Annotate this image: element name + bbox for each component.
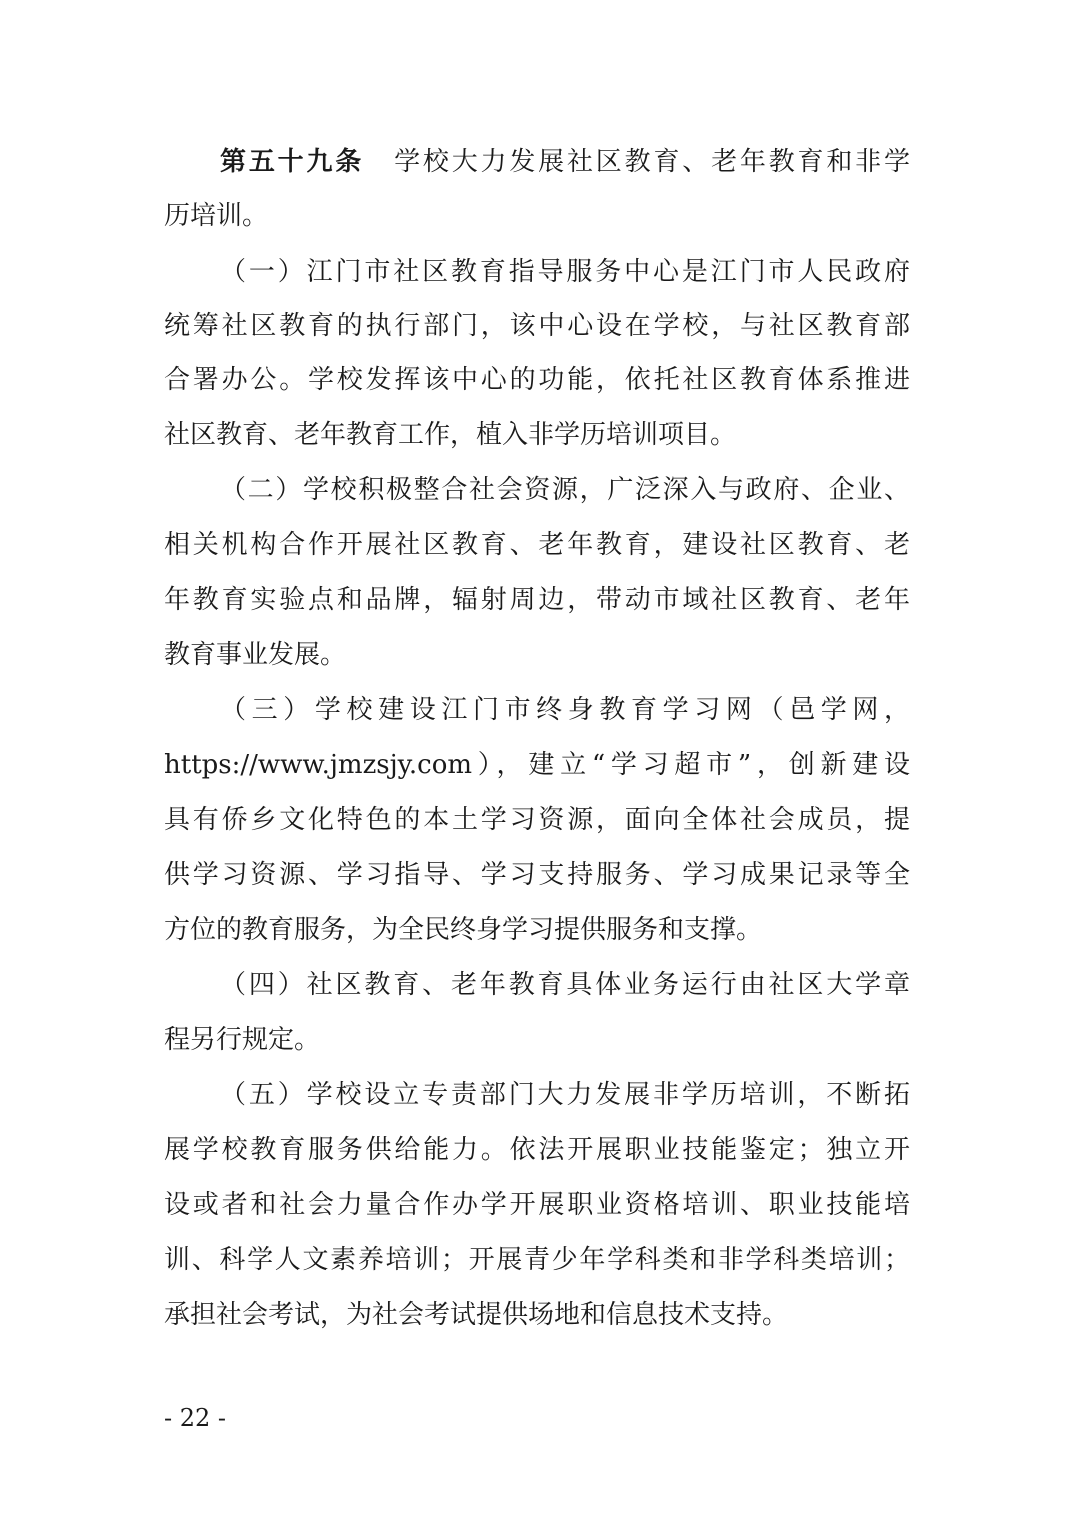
paragraph-4-line-2: 程另行规定。 <box>164 1025 321 1055</box>
article-heading: 第五十九条 <box>220 147 365 177</box>
paragraph-3-line-4: 供学习资源、学习指导、学习支持服务、学习成果记录等全 <box>164 860 910 890</box>
paragraph-1-line-4: 社区教育、老年教育工作，植入非学历培训项目。 <box>164 420 737 450</box>
paragraph-2-line-1: （二）学校积极整合社会资源，广泛深入与政府、企业、 <box>220 475 910 505</box>
paragraph-1-line-1: （一）江门市社区教育指导服务中心是江门市人民政府 <box>220 257 910 287</box>
paragraph-5-line-2: 展学校教育服务供给能力。依法开展职业技能鉴定；独立开 <box>164 1135 910 1165</box>
paragraph-2-line-4: 教育事业发展。 <box>164 640 347 670</box>
page-number: - 22 - <box>164 1404 227 1432</box>
paragraph-2-line-2: 相关机构合作开展社区教育、老年教育，建设社区教育、老 <box>164 530 910 560</box>
paragraph-3-line-1: （三）学校建设江门市终身教育学习网（邑学网， <box>220 695 910 725</box>
paragraph-5-line-4: 训、科学人文素养培训；开展青少年学科类和非学科类培训； <box>164 1245 910 1275</box>
paragraph-4-line-1: （四）社区教育、老年教育具体业务运行由社区大学章 <box>220 970 910 1000</box>
paragraph-2-line-3: 年教育实验点和品牌，辐射周边，带动市域社区教育、老年 <box>164 585 910 615</box>
paragraph-3-line-5: 方位的教育服务，为全民终身学习提供服务和支撑。 <box>164 915 763 945</box>
article-first-line <box>220 138 910 186</box>
paragraph-3-line-2: https://www.jmzsjy.com），建立“学习超市”，创新建设 <box>164 750 910 780</box>
paragraph-1-line-2: 统筹社区教育的执行部门，该中心设在学校，与社区教育部 <box>164 311 910 341</box>
article-intro-line-1: 学校大力发展社区教育、老年教育和非学 <box>394 147 910 177</box>
paragraph-3-line-3: 具有侨乡文化特色的本土学习资源，面向全体社会成员，提 <box>164 805 910 835</box>
paragraph-5-line-3: 设或者和社会力量合作办学开展职业资格培训、职业技能培 <box>164 1190 910 1220</box>
paragraph-5-line-5: 承担社会考试，为社会考试提供场地和信息技术支持。 <box>164 1300 789 1330</box>
article-intro-line-2: 历培训。 <box>164 201 269 231</box>
paragraph-1-line-3: 合署办公。学校发挥该中心的功能，依托社区教育体系推进 <box>164 365 910 395</box>
paragraph-5-line-1: （五）学校设立专责部门大力发展非学历培训，不断拓 <box>220 1080 910 1110</box>
